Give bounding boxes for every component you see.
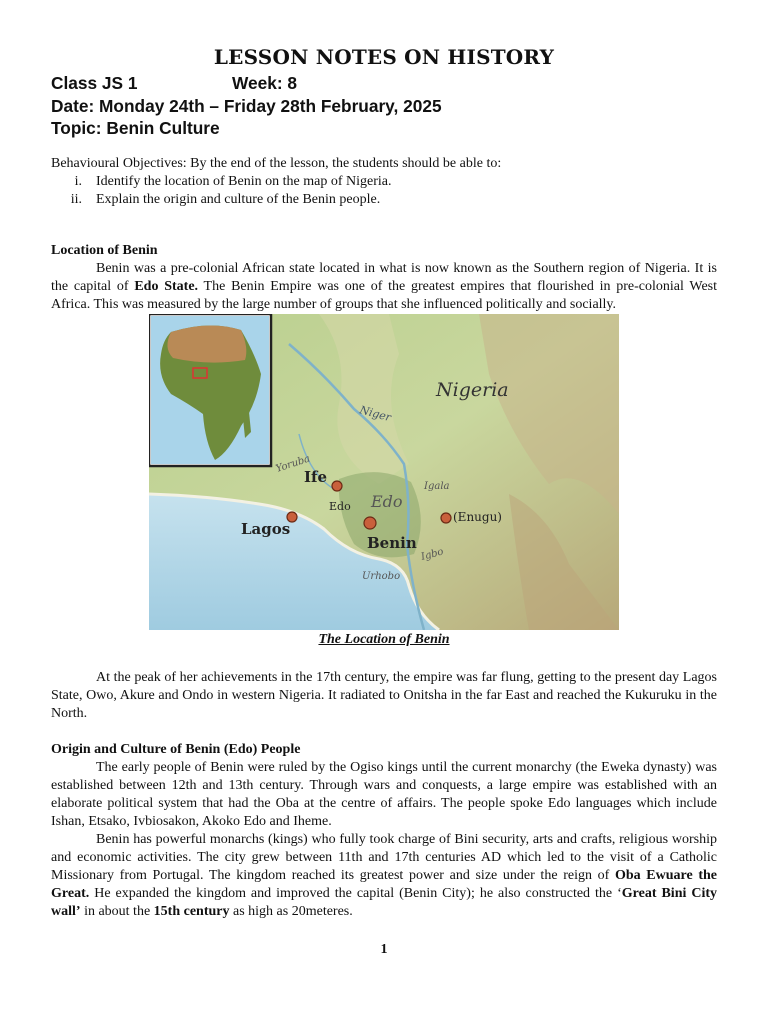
origin-paragraph-1: The early people of Benin were ruled by the Ogiso kings until the current monarchy (the Eweka dynasty) was established between 12th and 13th century. Through wars and conquests, a large empire was established with an elaborate political system that had the Oba at the centre of affairs. The people spoke Edo languages which include Ishan, Etsako, Ivbiosakon, Akoko Edo and Iheme. — [51, 759, 717, 829]
objective-item — [51, 191, 717, 209]
label-edo-city: Edo — [329, 499, 351, 513]
class-label: Class JS 1 — [51, 73, 138, 93]
class-week-line — [51, 72, 717, 95]
label-igbo: Igbo — [419, 545, 445, 563]
objective-number: ii. — [70, 191, 82, 207]
label-niger: Niger — [358, 402, 393, 424]
date-line: Date: Monday 24th – Friday 28th February, 2025 — [51, 95, 442, 116]
week-label: Week: 8 — [232, 73, 297, 93]
peak-paragraph: At the peak of her achievements in the 17th century, the empire was far flung, getting to the present day Lagos State, Owo, Akure and Ondo in western Nigeria. It radiated to Onitsha in the far East and reached the Kukuruku in the North. — [51, 669, 717, 721]
objective-text: Identify the location of Benin on the map of Nigeria. — [96, 173, 392, 189]
label-nigeria: Nigeria — [436, 378, 509, 401]
label-edo-region: Edo — [371, 491, 403, 511]
topic-line: Topic: Benin Culture — [51, 118, 220, 138]
page-number: 1 — [380, 942, 388, 957]
origin-heading: Origin and Culture of Benin (Edo) People — [51, 741, 301, 757]
origin-paragraph-2: Benin has powerful monarchs (kings) who fully took charge of Bini security, arts and crafts, religious worship and economic activities. The city grew between 11th and 17th centuries AD which led to the visit of a Catholic Missionary from Portugal. The kingdom reached its greatest power and size under the reign of Oba Ewuare the Great. He expanded the kingdom and improved the capital (Benin City); he also constructed the ‘Great Bini City wall’ in about the 15th century as high as 20meteres. — [51, 831, 717, 919]
objective-text: Explain the origin and culture of the Benin people. — [96, 191, 381, 207]
map-caption: The Location of Benin — [318, 631, 450, 647]
label-yoruba: Yoruba — [274, 452, 312, 475]
objectives-intro: Behavioural Objectives: By the end of the lesson, the students should be able to: — [51, 155, 502, 171]
label-lagos: Lagos — [241, 519, 291, 538]
location-paragraph: Benin was a pre-colonial African state located in what is now known as the Southern region of Nigeria. It is the capital of Edo State. The Benin Empire was one of the greatest empires that flourished in pre-colonial West Africa. This was measured by the large number of groups that she influenced politically and socially. — [51, 260, 718, 312]
lesson-page — [51, 44, 717, 921]
objectives-list — [51, 173, 717, 209]
objective-item — [51, 173, 717, 191]
document-title: LESSON NOTES ON HISTORY — [213, 45, 555, 69]
map-svg — [149, 314, 619, 630]
location-heading: Location of Benin — [51, 242, 158, 258]
benin-location-map — [149, 314, 619, 630]
label-benin: Benin — [367, 533, 417, 552]
label-ife: Ife — [304, 467, 328, 486]
label-enugu: (Enugu) — [453, 509, 502, 524]
objective-number: i. — [74, 173, 82, 189]
label-igala: Igala — [424, 480, 450, 492]
label-urhobo: Urhobo — [362, 570, 401, 582]
